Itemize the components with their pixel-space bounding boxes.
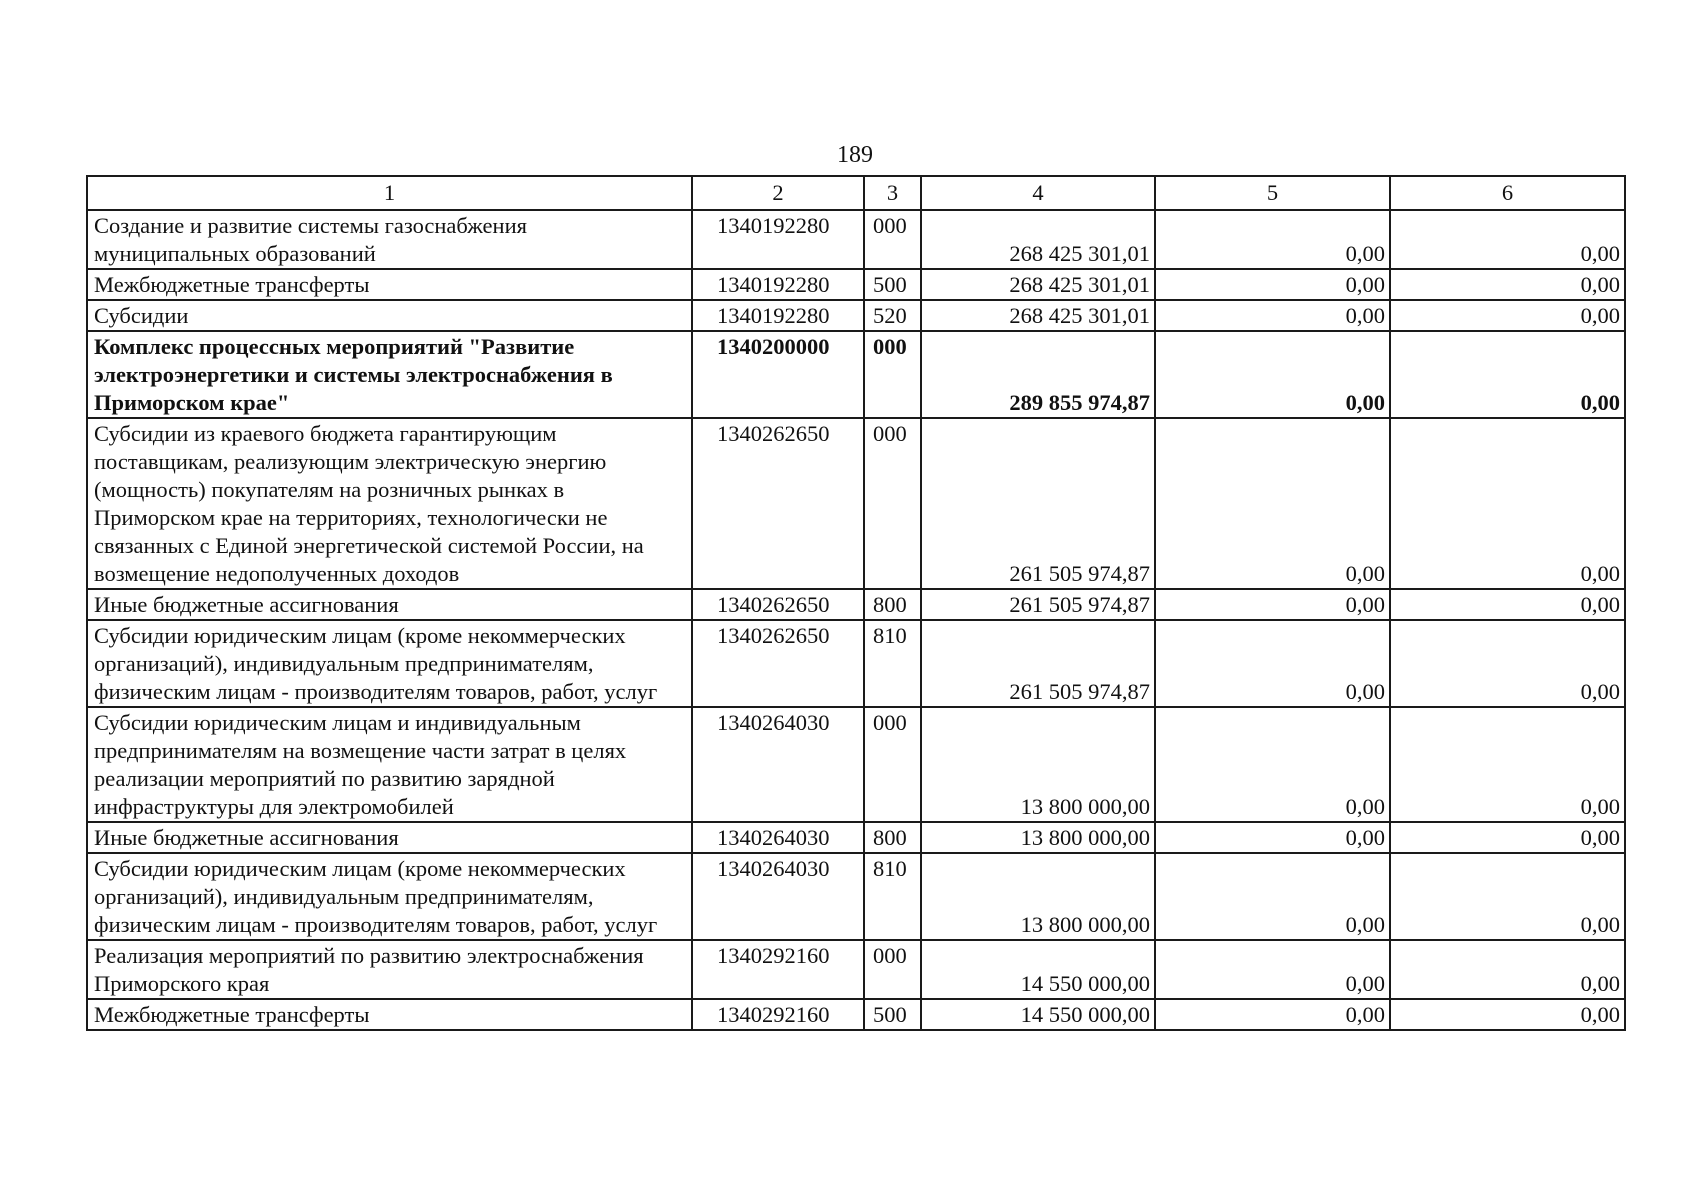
row-value-col4-cell: 268 425 301,01 [921, 269, 1155, 300]
row-kvr-cell: 810 [864, 853, 921, 940]
row-kvr-cell: 810 [864, 620, 921, 707]
row-name-cell: Субсидии [87, 300, 692, 331]
row-value-col4-cell: 289 855 974,87 [921, 331, 1155, 418]
table-row [87, 822, 1625, 853]
column-header-3: 3 [864, 176, 921, 210]
column-header-6: 6 [1390, 176, 1625, 210]
row-name-cell: Межбюджетные трансферты [87, 269, 692, 300]
row-name-cell: Субсидии юридическим лицам и индивидуальным предпринимателям на возмещение части затрат в целях реализации мероприятий по развитию зарядной инфраструктуры для электромобилей [87, 707, 692, 822]
row-value-col5-cell: 0,00 [1155, 210, 1390, 269]
row-value-col4-cell: 14 550 000,00 [921, 940, 1155, 999]
row-value-col4-cell: 261 505 974,87 [921, 589, 1155, 620]
row-value-col4-cell: 13 800 000,00 [921, 707, 1155, 822]
row-code-cell: 1340264030 [692, 853, 864, 940]
budget-table [86, 175, 1626, 1031]
row-code-cell: 1340200000 [692, 331, 864, 418]
table-row [87, 331, 1625, 418]
row-value-col4-cell: 261 505 974,87 [921, 418, 1155, 589]
row-code-cell: 1340192280 [692, 300, 864, 331]
row-value-col4-cell: 13 800 000,00 [921, 822, 1155, 853]
table-row [87, 999, 1625, 1030]
row-code-cell: 1340192280 [692, 269, 864, 300]
row-kvr-cell: 500 [864, 269, 921, 300]
row-name-cell: Субсидии из краевого бюджета гарантирующим поставщикам, реализующим электрическую энергию (мощность) покупателям на розничных рынках в Приморском крае на территориях, технологически не связанных с Единой энергетической системой России, на возмещение недополученных доходов [87, 418, 692, 589]
row-code-cell: 1340262650 [692, 418, 864, 589]
row-value-col6-cell: 0,00 [1390, 853, 1625, 940]
row-kvr-cell: 800 [864, 589, 921, 620]
row-name-cell: Межбюджетные трансферты [87, 999, 692, 1030]
row-value-col5-cell: 0,00 [1155, 940, 1390, 999]
row-kvr-cell: 520 [864, 300, 921, 331]
row-value-col4-cell: 13 800 000,00 [921, 853, 1155, 940]
table-row [87, 620, 1625, 707]
table-row [87, 940, 1625, 999]
row-code-cell: 1340192280 [692, 210, 864, 269]
table-row [87, 269, 1625, 300]
table-row [87, 300, 1625, 331]
row-value-col5-cell: 0,00 [1155, 418, 1390, 589]
column-header-1: 1 [87, 176, 692, 210]
row-value-col6-cell: 0,00 [1390, 589, 1625, 620]
row-value-col6-cell: 0,00 [1390, 331, 1625, 418]
row-name-cell: Субсидии юридическим лицам (кроме некоммерческих организаций), индивидуальным предпринимателям, физическим лицам - производителям товаров, работ, услуг [87, 853, 692, 940]
row-name-cell: Субсидии юридическим лицам (кроме некоммерческих организаций), индивидуальным предпринимателям, физическим лицам - производителям товаров, работ, услуг [87, 620, 692, 707]
row-name-cell: Реализация мероприятий по развитию электроснабжения Приморского края [87, 940, 692, 999]
row-code-cell: 1340264030 [692, 707, 864, 822]
row-value-col6-cell: 0,00 [1390, 707, 1625, 822]
row-kvr-cell: 800 [864, 822, 921, 853]
row-value-col6-cell: 0,00 [1390, 940, 1625, 999]
row-value-col5-cell: 0,00 [1155, 620, 1390, 707]
row-value-col4-cell: 268 425 301,01 [921, 300, 1155, 331]
row-value-col5-cell: 0,00 [1155, 300, 1390, 331]
row-code-cell: 1340292160 [692, 999, 864, 1030]
row-value-col5-cell: 0,00 [1155, 822, 1390, 853]
table-header-row [87, 176, 1625, 210]
row-value-col4-cell: 261 505 974,87 [921, 620, 1155, 707]
row-code-cell: 1340264030 [692, 822, 864, 853]
column-header-5: 5 [1155, 176, 1390, 210]
row-name-cell: Создание и развитие системы газоснабжения муниципальных образований [87, 210, 692, 269]
table-row [87, 589, 1625, 620]
row-value-col6-cell: 0,00 [1390, 418, 1625, 589]
column-header-2: 2 [692, 176, 864, 210]
row-kvr-cell: 000 [864, 707, 921, 822]
row-value-col6-cell: 0,00 [1390, 269, 1625, 300]
row-value-col5-cell: 0,00 [1155, 999, 1390, 1030]
row-code-cell: 1340262650 [692, 589, 864, 620]
row-value-col4-cell: 268 425 301,01 [921, 210, 1155, 269]
table-row [87, 853, 1625, 940]
table-body [87, 210, 1625, 1030]
row-name-cell: Комплекс процессных мероприятий "Развитие электроэнергетики и системы электроснабжения в Приморском крае" [87, 331, 692, 418]
column-header-4: 4 [921, 176, 1155, 210]
row-value-col5-cell: 0,00 [1155, 853, 1390, 940]
row-value-col5-cell: 0,00 [1155, 331, 1390, 418]
table-row [87, 210, 1625, 269]
row-value-col5-cell: 0,00 [1155, 589, 1390, 620]
row-code-cell: 1340262650 [692, 620, 864, 707]
row-value-col4-cell: 14 550 000,00 [921, 999, 1155, 1030]
row-value-col5-cell: 0,00 [1155, 269, 1390, 300]
page-number: 189 [837, 142, 873, 168]
row-kvr-cell: 500 [864, 999, 921, 1030]
row-value-col6-cell: 0,00 [1390, 822, 1625, 853]
row-name-cell: Иные бюджетные ассигнования [87, 589, 692, 620]
row-code-cell: 1340292160 [692, 940, 864, 999]
row-kvr-cell: 000 [864, 331, 921, 418]
row-kvr-cell: 000 [864, 418, 921, 589]
row-value-col6-cell: 0,00 [1390, 300, 1625, 331]
table-row [87, 418, 1625, 589]
row-kvr-cell: 000 [864, 210, 921, 269]
row-value-col6-cell: 0,00 [1390, 620, 1625, 707]
row-value-col6-cell: 0,00 [1390, 210, 1625, 269]
row-value-col6-cell: 0,00 [1390, 999, 1625, 1030]
row-kvr-cell: 000 [864, 940, 921, 999]
row-name-cell: Иные бюджетные ассигнования [87, 822, 692, 853]
table-row [87, 707, 1625, 822]
row-value-col5-cell: 0,00 [1155, 707, 1390, 822]
